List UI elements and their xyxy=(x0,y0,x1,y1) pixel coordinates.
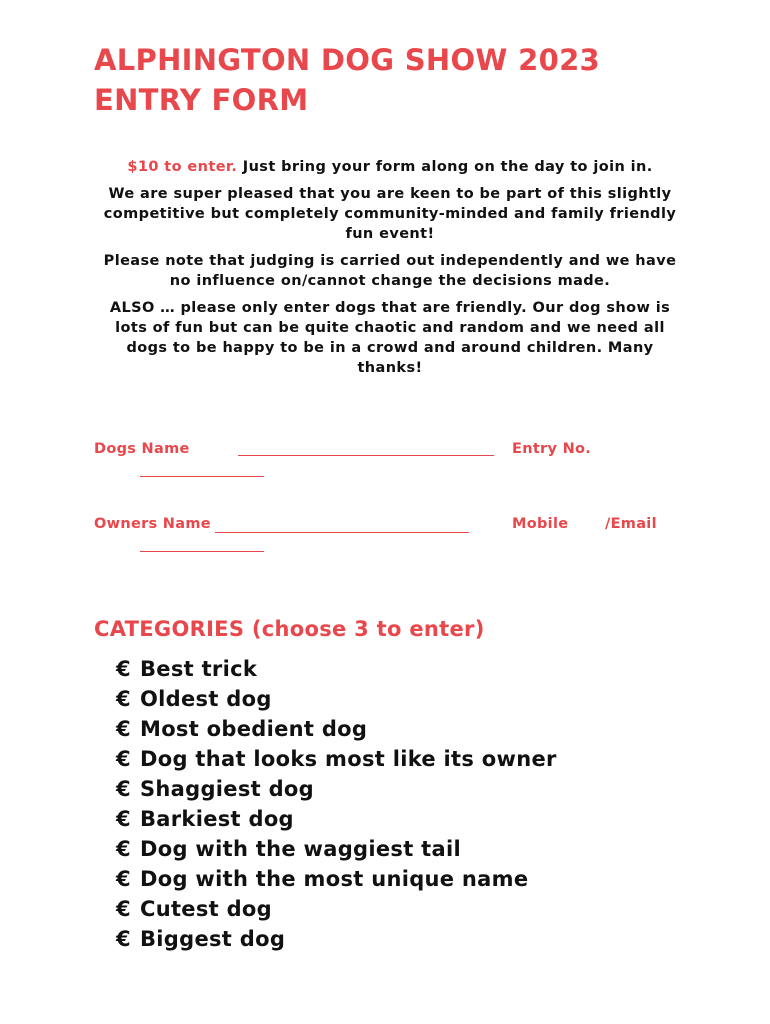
euro-bullet-icon: € xyxy=(116,657,131,681)
category-item[interactable] xyxy=(116,654,557,684)
category-item[interactable] xyxy=(116,774,557,804)
euro-bullet-icon: € xyxy=(116,807,131,831)
euro-bullet-icon: € xyxy=(116,837,131,861)
intro-price-paragraph xyxy=(94,157,686,177)
category-label: Most obedient dog xyxy=(140,717,368,741)
euro-bullet-icon: € xyxy=(116,687,131,711)
category-label: Dog with the waggiest tail xyxy=(140,837,461,861)
category-item[interactable] xyxy=(116,864,557,894)
email-label: /Email xyxy=(605,516,657,532)
page-title xyxy=(94,40,714,120)
euro-bullet-icon: € xyxy=(116,747,131,771)
category-label: Oldest dog xyxy=(140,687,272,711)
category-item[interactable] xyxy=(116,804,557,834)
dogs-name-field[interactable] xyxy=(238,455,494,456)
mobile-email-field[interactable] xyxy=(140,551,264,552)
category-label: Best trick xyxy=(140,657,258,681)
category-label: Biggest dog xyxy=(140,927,286,951)
category-label: Cutest dog xyxy=(140,897,272,921)
intro-welcome-paragraph: We are super pleased that you are keen to be part of this slightly competitive but completely community-minded and family friendly fun event! xyxy=(103,186,677,242)
categories-list xyxy=(116,654,557,954)
dogs-name-label: Dogs Name xyxy=(94,441,190,457)
entry-no-field[interactable] xyxy=(140,476,264,477)
euro-bullet-icon: € xyxy=(116,927,131,951)
price-note: Just bring your form along on the day to join in. xyxy=(237,159,653,175)
category-label: Barkiest dog xyxy=(140,807,294,831)
euro-bullet-icon: € xyxy=(116,777,131,801)
mobile-label: Mobile xyxy=(512,516,569,532)
intro-text xyxy=(94,157,686,385)
owners-name-field[interactable] xyxy=(215,532,469,533)
title-line-1: ALPHINGTON DOG SHOW 2023 xyxy=(94,43,601,77)
euro-bullet-icon: € xyxy=(116,717,131,741)
intro-friendly-dogs-paragraph: ALSO … please only enter dogs that are friendly. Our dog show is lots of fun but can be quite chaotic and random and we need all dogs to be happy to be in a crowd and around children. Many thanks! xyxy=(109,300,671,376)
categories-heading: CATEGORIES (choose 3 to enter) xyxy=(94,617,485,641)
intro-judging-paragraph: Please note that judging is carried out independently and we have no influence on/cannot change the decisions made. xyxy=(103,253,677,289)
category-label: Dog that looks most like its owner xyxy=(140,747,557,771)
euro-bullet-icon: € xyxy=(116,897,131,921)
euro-bullet-icon: € xyxy=(116,867,131,891)
title-line-2: ENTRY FORM xyxy=(94,83,309,117)
category-item[interactable] xyxy=(116,744,557,774)
category-item[interactable] xyxy=(116,684,557,714)
category-item[interactable] xyxy=(116,924,557,954)
category-label: Dog with the most unique name xyxy=(140,867,529,891)
price-text: $10 to enter. xyxy=(127,159,238,175)
category-label: Shaggiest dog xyxy=(140,777,314,801)
category-item[interactable] xyxy=(116,894,557,924)
owners-name-label: Owners Name xyxy=(94,516,211,532)
category-item[interactable] xyxy=(116,834,557,864)
entry-no-label: Entry No. xyxy=(512,441,592,457)
category-item[interactable] xyxy=(116,714,557,744)
